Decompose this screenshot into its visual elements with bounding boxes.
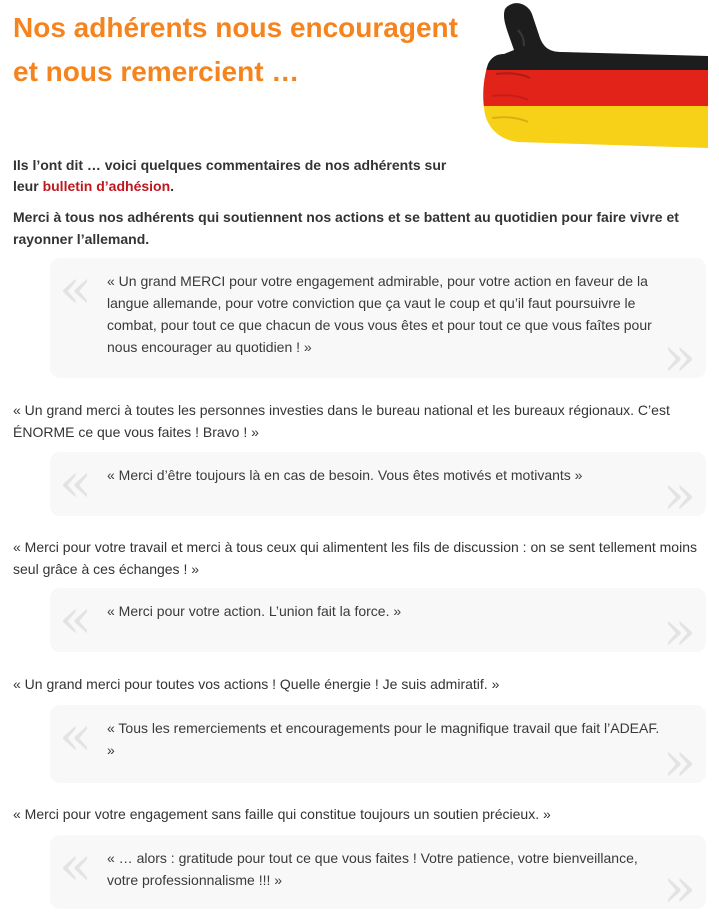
intro-text <box>13 155 473 197</box>
open-quote-icon: « <box>59 587 93 650</box>
open-quote-icon: « <box>59 704 93 767</box>
open-quote-icon: « <box>59 834 93 897</box>
testimonial-quote-box <box>50 587 706 662</box>
german-flag-thumbs-up-image <box>478 0 708 150</box>
open-quote-icon: « <box>59 451 93 514</box>
testimonial-plain-text: « Merci pour votre engagement sans faille qui constitue toujours un soutien précieux. » <box>13 806 551 822</box>
close-quote-icon: » <box>662 599 696 662</box>
testimonial-plain-text: « Un grand merci à toutes les personnes investies dans le bureau national et les bureaux régionaux. C’est ÉNORME ce que vous faites ! Bravo ! » <box>13 402 670 440</box>
close-quote-icon: » <box>662 463 696 526</box>
close-quote-icon: » <box>662 856 696 912</box>
intro-text-start: Ils l’ont dit … voici quelques commentaires de nos adhérents sur leur <box>13 157 447 194</box>
testimonial-text: « Merci d’être toujours là en cas de besoin. Vous êtes motivés et motivants » <box>107 467 583 483</box>
open-quote-icon: « <box>59 257 93 320</box>
testimonial-quote-box <box>50 451 706 526</box>
testimonial-quote-box <box>50 834 706 912</box>
membership-form-link[interactable]: bulletin d’adhésion <box>42 178 171 194</box>
testimonial-plain-text: « Merci pour votre travail et merci à tous ceux qui alimentent les fils de discussion : on se sent tellement moins seul grâce à ces échanges ! » <box>13 539 697 577</box>
close-quote-icon: » <box>662 730 696 793</box>
thanks-paragraph: Merci à tous nos adhérents qui soutiennent nos actions et se battent au quotidien pour faire vivre et rayonner l’allemand. <box>13 209 679 247</box>
testimonial-plain-text: « Un grand merci pour toutes vos actions ! Quelle énergie ! Je suis admiratif. » <box>13 676 500 692</box>
intro-text-end: . <box>170 178 175 194</box>
close-quote-icon: » <box>662 325 696 388</box>
testimonial-text: « Un grand MERCI pour votre engagement admirable, pour votre action en faveur de la langue allemande, pour votre conviction que ça vaut le coup et qu’il faut poursuivre le combat, pour tout ce que chacun de vous vous êtes et pour tout ce que vous faîtes pour nous encourager au quotidien ! » <box>107 273 652 355</box>
page-title: Nos adhérents nous encouragent et nous remercient … <box>13 12 458 87</box>
testimonial-quote-box <box>50 257 706 388</box>
testimonial-text: « Tous les remerciements et encouragements pour le magnifique travail que fait l’ADEAF. » <box>107 720 660 758</box>
testimonial-text: « Merci pour votre action. L’union fait la force. » <box>107 603 402 619</box>
testimonial-text: « … alors : gratitude pour tout ce que vous faites ! Votre patience, votre bienveillance, votre professionnalisme !!! » <box>107 850 638 888</box>
testimonial-quote-box <box>50 704 706 793</box>
